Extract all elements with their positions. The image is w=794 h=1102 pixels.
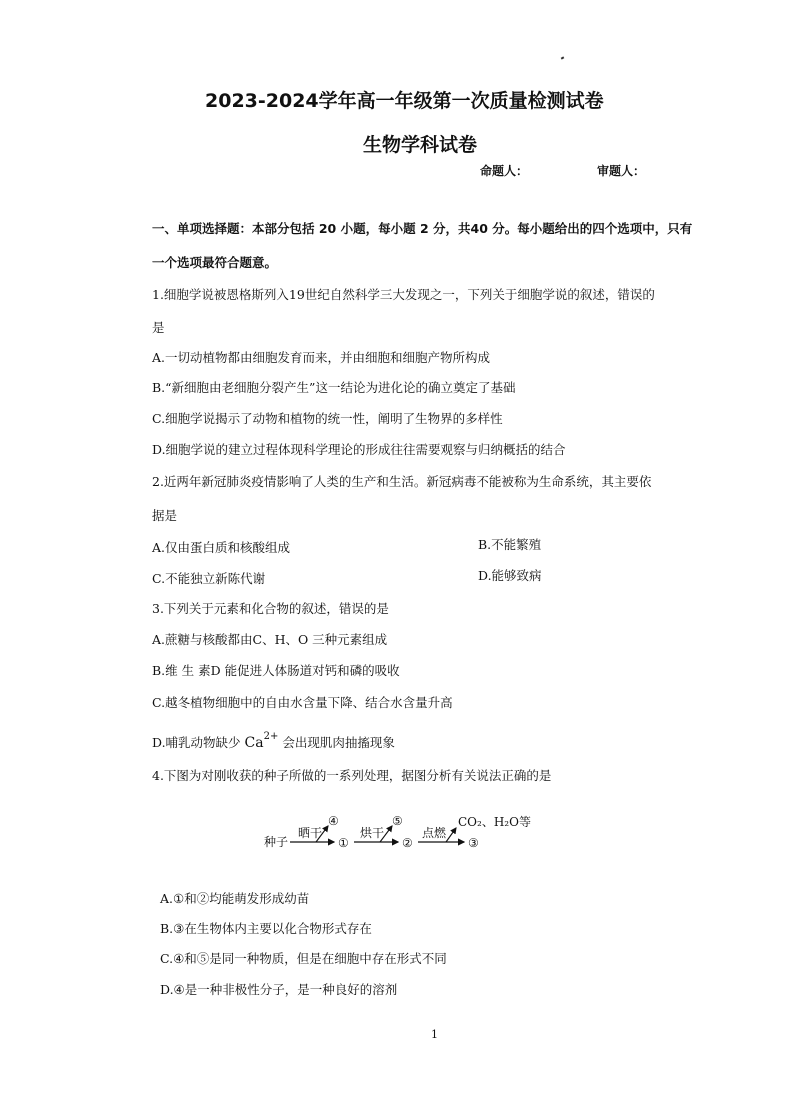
diagram-seed-label: 种子 <box>264 835 289 849</box>
q3-stem: 3.下列关于元素和化合物的叙述，错误的是 <box>152 601 389 616</box>
diagram-product-4: ④ <box>328 814 339 828</box>
q1-option-a: A.一切动植物都由细胞发育而来，并由细胞和细胞产物所构成 <box>152 350 491 365</box>
exam-title: 2023-2024学年高一年级第一次质量检测试卷 <box>205 90 604 112</box>
exam-subtitle: 生物学科试卷 <box>363 134 478 156</box>
calcium-charge: 2+ <box>263 731 279 742</box>
q3-option-d-suffix: 会出现肌肉抽搐现象 <box>282 735 395 750</box>
section-instruction-line2: 一个选项最符合题意。 <box>152 255 278 270</box>
q2-option-a: A.仅由蛋白质和核酸组成 <box>152 540 291 555</box>
diagram-step2-label: 烘干 <box>360 826 385 840</box>
q4-option-d: D.④是一种非极性分子，是一种良好的溶剂 <box>160 982 398 997</box>
diagram-step3-label: 点燃 <box>422 826 447 840</box>
q3-option-d-prefix: D.哺乳动物缺少 <box>152 735 241 750</box>
q1-stem-line1: 1.细胞学说被恩格斯列入19世纪自然科学三大发现之一，下列关于细胞学说的叙述，错误的 <box>152 287 655 302</box>
diagram-product-2: ② <box>402 836 413 850</box>
diagram-product-1: ① <box>338 836 349 850</box>
seed-treatment-diagram <box>262 812 542 854</box>
q1-stem-line2: 是 <box>152 320 165 335</box>
calcium-symbol: Ca <box>244 735 264 751</box>
q4-stem: 4.下图为对刚收获的种子所做的一系列处理，据图分析有关说法正确的是 <box>152 768 552 783</box>
reviewer-label: 审题人： <box>597 164 646 178</box>
section-instruction-line1: 一、单项选择题：本部分包括 20 小题，每小题 2 分，共40 分。每小题给出的四个选项中，只有 <box>152 221 693 236</box>
q3-option-c: C.越冬植物细胞中的自由水含量下降、结合水含量升高 <box>152 695 453 710</box>
scan-speck <box>561 56 565 59</box>
q1-option-d: D.细胞学说的建立过程体现科学理论的形成往往需要观察与归纳概括的结合 <box>152 442 566 457</box>
page-number: 1 <box>431 1028 438 1041</box>
diagram-gas-products: CO₂、H₂O等 <box>458 815 531 829</box>
q4-option-b: B.③在生物体内主要以化合物形式存在 <box>160 921 372 936</box>
diagram-product-5: ⑤ <box>392 814 403 828</box>
q1-option-b: B.“新细胞由老细胞分裂产生”这一结论为进化论的确立奠定了基础 <box>152 380 516 395</box>
diagram-step1-label: 晒干 <box>298 826 323 840</box>
q2-option-d: D.能够致病 <box>478 568 542 583</box>
q1-option-c: C.细胞学说揭示了动物和植物的统一性，阐明了生物界的多样性 <box>152 411 503 426</box>
q4-option-c: C.④和⑤是同一种物质，但是在细胞中存在形式不同 <box>160 951 447 966</box>
q2-stem-line2: 据是 <box>152 508 178 523</box>
q3-option-d <box>152 733 395 751</box>
q2-stem-line1: 2.近两年新冠肺炎疫情影响了人类的生产和生活。新冠病毒不能被称为生命系统，其主要依 <box>152 474 652 489</box>
q4-option-a: A.①和②均能萌发形成幼苗 <box>160 891 310 906</box>
q3-option-b: B.维 生 素D 能促进人体肠道对钙和磷的吸收 <box>152 663 400 678</box>
q2-option-c: C.不能独立新陈代谢 <box>152 571 266 586</box>
diagram-product-3: ③ <box>468 836 479 850</box>
author-label: 命题人： <box>480 164 529 178</box>
q2-option-b: B.不能繁殖 <box>478 537 542 552</box>
diagram-branch-arrow-gas <box>446 828 456 842</box>
q3-option-a: A.蔗糖与核酸都由C、H、O 三种元素组成 <box>152 632 388 647</box>
